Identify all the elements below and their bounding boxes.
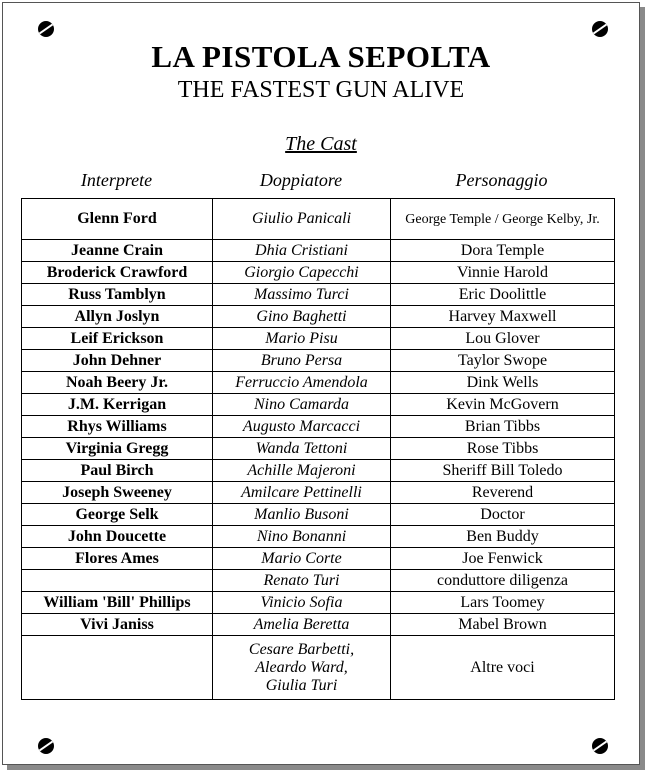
character-cell: Mabel Brown <box>391 614 615 636</box>
table-row <box>22 438 615 460</box>
dubber-cell: Mario Corte <box>213 548 391 570</box>
dubber-cell: Giulio Panicali <box>213 199 391 240</box>
dubber-cell: Vinicio Sofia <box>213 592 391 614</box>
section-title: The Cast <box>285 133 357 155</box>
table-row <box>22 394 615 416</box>
actor-cell: Joseph Sweeney <box>22 482 213 504</box>
dubber-cell: Cesare Barbetti, Aleardo Ward, Giulia Turi <box>213 636 391 700</box>
dubber-cell: Giorgio Capecchi <box>213 262 391 284</box>
character-cell: George Temple / George Kelby, Jr. <box>391 199 615 240</box>
character-cell: Sheriff Bill Toledo <box>391 460 615 482</box>
character-cell: Harvey Maxwell <box>391 306 615 328</box>
actor-cell: John Doucette <box>22 526 213 548</box>
actor-cell: Vivi Janiss <box>22 614 213 636</box>
dubber-cell: Massimo Turci <box>213 284 391 306</box>
actor-cell: Glenn Ford <box>22 199 213 240</box>
screw-icon <box>592 21 608 37</box>
column-header-doppiatore: Doppiatore <box>259 170 343 190</box>
table-row <box>22 592 615 614</box>
dubber-cell: Manlio Busoni <box>213 504 391 526</box>
page-title: LA PISTOLA SEPOLTA <box>151 39 491 74</box>
table-row <box>22 548 615 570</box>
screw-icon <box>38 21 54 37</box>
character-cell: Rose Tibbs <box>391 438 615 460</box>
actor-cell: Paul Birch <box>22 460 213 482</box>
dubber-cell: Amelia Beretta <box>213 614 391 636</box>
character-cell: Eric Doolittle <box>391 284 615 306</box>
table-row <box>22 306 615 328</box>
table-row <box>22 482 615 504</box>
cast-plate <box>2 2 640 765</box>
table-row <box>22 262 615 284</box>
dubber-cell: Wanda Tettoni <box>213 438 391 460</box>
dubber-cell: Renato Turi <box>213 570 391 592</box>
actor-cell: Broderick Crawford <box>22 262 213 284</box>
screw-icon <box>38 738 54 754</box>
actor-cell: Jeanne Crain <box>22 240 213 262</box>
character-cell: Joe Fenwick <box>391 548 615 570</box>
character-cell: Lars Toomey <box>391 592 615 614</box>
character-cell: Lou Glover <box>391 328 615 350</box>
table-row <box>22 614 615 636</box>
table-row <box>22 416 615 438</box>
table-row <box>22 460 615 482</box>
character-cell: Reverend <box>391 482 615 504</box>
character-cell: Brian Tibbs <box>391 416 615 438</box>
cast-table <box>21 198 615 700</box>
character-cell: Kevin McGovern <box>391 394 615 416</box>
dubber-cell: Augusto Marcacci <box>213 416 391 438</box>
actor-cell: Flores Ames <box>22 548 213 570</box>
table-row <box>22 372 615 394</box>
character-cell: Altre voci <box>391 636 615 700</box>
table-row <box>22 240 615 262</box>
table-row <box>22 504 615 526</box>
screw-icon <box>592 738 608 754</box>
dubber-cell: Gino Baghetti <box>213 306 391 328</box>
actor-cell: Russ Tamblyn <box>22 284 213 306</box>
actor-cell: Rhys Williams <box>22 416 213 438</box>
actor-cell: George Selk <box>22 504 213 526</box>
dubber-cell: Dhia Cristiani <box>213 240 391 262</box>
character-cell: Vinnie Harold <box>391 262 615 284</box>
table-row <box>22 570 615 592</box>
character-cell: Dink Wells <box>391 372 615 394</box>
table-row <box>22 636 615 700</box>
table-row <box>22 199 615 240</box>
dubber-cell: Mario Pisu <box>213 328 391 350</box>
table-row <box>22 284 615 306</box>
character-cell: Doctor <box>391 504 615 526</box>
actor-cell <box>22 636 213 700</box>
character-cell: Dora Temple <box>391 240 615 262</box>
character-cell: Ben Buddy <box>391 526 615 548</box>
actor-cell: J.M. Kerrigan <box>22 394 213 416</box>
actor-cell: Virginia Gregg <box>22 438 213 460</box>
dubber-cell: Amilcare Pettinelli <box>213 482 391 504</box>
character-cell: Taylor Swope <box>391 350 615 372</box>
dubber-cell: Achille Majeroni <box>213 460 391 482</box>
actor-cell: William 'Bill' Phillips <box>22 592 213 614</box>
character-cell: conduttore diligenza <box>391 570 615 592</box>
dubber-cell: Nino Camarda <box>213 394 391 416</box>
actor-cell: Leif Erickson <box>22 328 213 350</box>
actor-cell: Noah Beery Jr. <box>22 372 213 394</box>
dubber-cell: Bruno Persa <box>213 350 391 372</box>
page-subtitle: THE FASTEST GUN ALIVE <box>177 77 465 103</box>
actor-cell: Allyn Joslyn <box>22 306 213 328</box>
actor-cell: John Dehner <box>22 350 213 372</box>
table-row <box>22 526 615 548</box>
dubber-cell: Ferruccio Amendola <box>213 372 391 394</box>
table-row <box>22 328 615 350</box>
column-header-interprete: Interprete <box>80 170 153 190</box>
actor-cell <box>22 570 213 592</box>
column-header-personaggio: Personaggio <box>455 170 548 190</box>
table-row <box>22 350 615 372</box>
dubber-cell: Nino Bonanni <box>213 526 391 548</box>
